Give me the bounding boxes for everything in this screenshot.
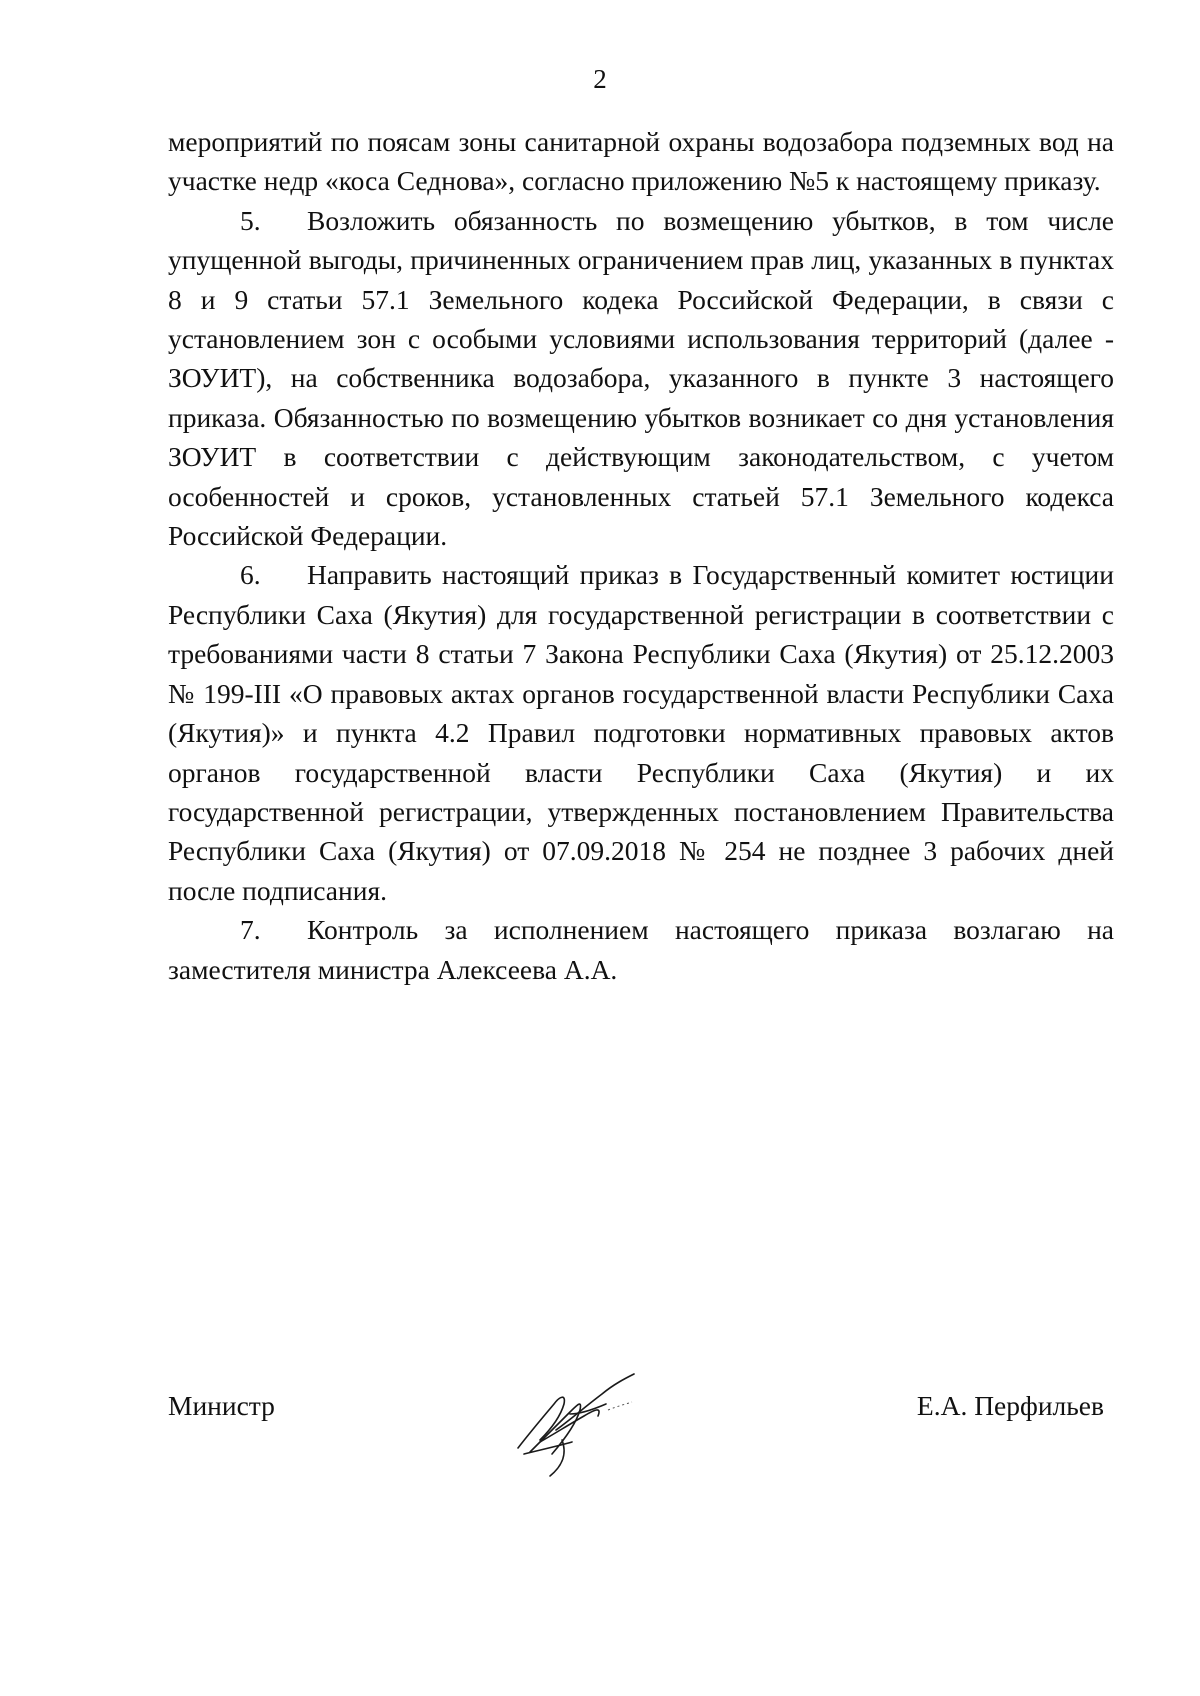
item-text: Контроль за исполнением настоящего приказа возлагаю на заместителя министра Алексеева А.А.: [168, 914, 1114, 985]
intro-paragraph: мероприятий по поясам зоны санитарной охраны водозабора подземных вод на участке недр «коса Седнова», согласно приложению №5 к настоящему приказу.: [168, 126, 1114, 197]
paragraph-item-7: [168, 910, 1114, 989]
page-number: 2: [593, 64, 607, 94]
signature-block: [168, 1390, 1114, 1430]
item-text: Направить настоящий приказ в Государственный комитет юстиции Республики Саха (Якутия) для государственной регистрации в соответствии с требованиями части 8 статьи 7 Закона Республики Саха (Якутия) от 25.12.2003 № 199-III «О правовых актах органов государственной власти Республики Саха (Якутия)» и пункта 4.2 Правил подготовки нормативных правовых актов органов государственной власти Республики Саха (Якутия) и их государственной регистрации, утвержденных постановлением Правительства Республики Саха (Якутия) от 07.09.2018 № 254 не позднее 3 рабочих дней после подписания.: [168, 559, 1114, 906]
paragraph-item-5: [168, 201, 1114, 556]
handwritten-signature: [510, 1370, 640, 1480]
item-text: Возложить обязанность по возмещению убытков, в том числе упущенной выгоды, причиненных ограничением прав лиц, указанных в пунктах 8 и 9 статьи 57.1 Земельного кодека Российской Федерации, в связи с установлением зон с особыми условиями использования территорий (далее - ЗОУИТ), на собственника водозабора, указанного в пункте 3 настоящего приказа. Обязанностью по возмещению убытков возникает со дня установления ЗОУИТ в соответствии с действующим законодательством, с учетом особенностей и сроков, установленных статьей 57.1 Земельного кодекса Российской Федерации.: [168, 204, 1114, 552]
paragraph-item-6: [168, 555, 1114, 910]
item-number: 6.: [240, 559, 261, 591]
item-number: 7.: [240, 914, 261, 946]
document-body: [168, 122, 1114, 989]
signatory-title: Министр: [168, 1390, 275, 1421]
signatory-name: Е.А. Перфильев: [916, 1390, 1104, 1421]
item-number: 5.: [240, 204, 261, 236]
